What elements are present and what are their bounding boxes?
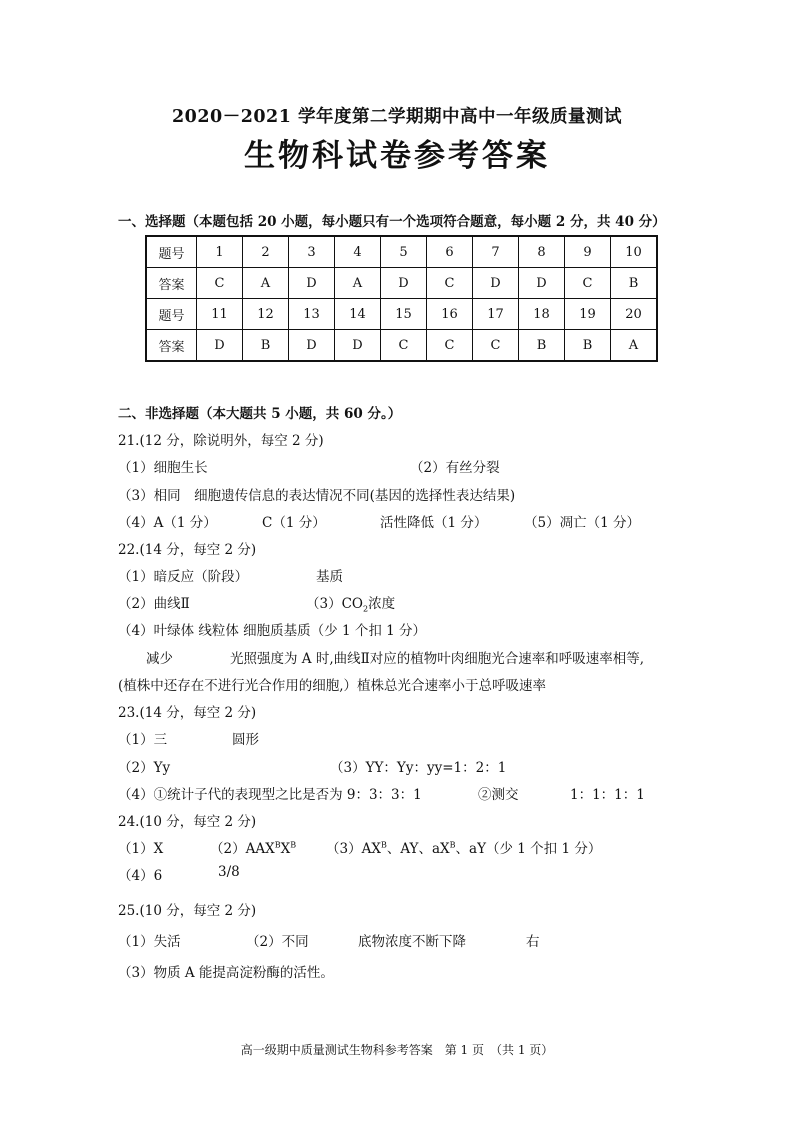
q21-answer-3: （3）相同 细胞遗传信息的表达情况不同(基因的选择性表达结果)	[118, 488, 516, 504]
table-cell: D	[197, 330, 243, 362]
q24-answer-3-text3: 、aY（少 1 个扣 1 分）	[455, 841, 602, 857]
table-cell: 题号	[146, 236, 197, 268]
table-cell: 答案	[146, 330, 197, 362]
q22-answer-3-text: （3）CO	[306, 596, 363, 612]
q24-answer-2-sup2: B	[290, 840, 297, 850]
table-cell: C	[381, 330, 427, 362]
q24-answer-2-x: X	[280, 841, 291, 857]
table-cell: C	[565, 268, 611, 299]
table-cell: D	[289, 330, 335, 362]
section1-heading: 一、选择题（本题包括 20 小题，每小题只有一个选项符合题意，每小题 2 分，共 40 分）	[118, 214, 666, 230]
q21-answer-4a: （4）A（1 分）	[118, 515, 217, 531]
answer-key-title: 生物科试卷参考答案	[244, 138, 550, 174]
table-cell: C	[473, 330, 519, 362]
q24-answer-2-text: （2）AAX	[210, 841, 275, 857]
q23-answer-4a: （4）①统计子代的表现型之比是否为 9：3：3：1	[118, 787, 422, 803]
table-cell: D	[335, 330, 381, 362]
q22-answer-5b: 光照强度为 A 时,曲线Ⅱ对应的植物叶肉细胞光合速率和呼吸速率相等,	[230, 651, 645, 667]
q22-answer-3	[306, 592, 395, 614]
q22-answer-1a: （1）暗反应（阶段）	[118, 569, 249, 585]
q21-header: 21.(12 分，除说明外，每空 2 分)	[118, 433, 324, 449]
q25-answer-2c: 右	[526, 934, 540, 950]
q22-answer-3-unit: 浓度	[368, 596, 396, 612]
table-cell: 1	[197, 236, 243, 268]
table-cell: 9	[565, 236, 611, 268]
q24-answer-3-sup1: B	[380, 840, 387, 850]
q23-answer-1a: （1）三	[118, 732, 168, 748]
q22-answer-6: (植株中还存在不进行光合作用的细胞,）植株总光合速率小于总呼吸速率	[118, 678, 547, 694]
table-cell: 13	[289, 299, 335, 330]
q22-answer-3-sub: 2	[363, 604, 369, 614]
table-cell: B	[611, 268, 658, 299]
q23-answer-3: （3）YY：Yy：yy=1：2：1	[330, 760, 507, 776]
q25-header: 25.(10 分，每空 2 分)	[118, 903, 257, 919]
table-cell: 15	[381, 299, 427, 330]
q24-answer-3-text2: 、AY、aX	[386, 841, 450, 857]
q25-answer-2a: （2）不同	[246, 934, 309, 950]
q24-answer-4a: （4）6	[118, 868, 163, 884]
table-cell: D	[381, 268, 427, 299]
table-cell: 12	[243, 299, 289, 330]
q22-answer-1b: 基质	[316, 569, 343, 585]
table-cell: 16	[427, 299, 473, 330]
answer-table	[145, 235, 658, 362]
q21-answer-5: （5）凋亡（1 分）	[524, 515, 640, 531]
table-cell: 11	[197, 299, 243, 330]
q24-answer-3-text1: （3）AX	[326, 841, 381, 857]
table-cell: B	[565, 330, 611, 362]
q25-answer-1: （1）失活	[118, 934, 181, 950]
table-cell: 4	[335, 236, 381, 268]
table-cell: D	[519, 268, 565, 299]
q25-answer-2b: 底物浓度不断下降	[358, 934, 466, 950]
table-cell: A	[335, 268, 381, 299]
table-row	[146, 236, 657, 268]
q24-header: 24.(10 分，每空 2 分)	[118, 814, 257, 830]
section2-heading: 二、非选择题（本大题共 5 小题，共 60 分。）	[118, 406, 402, 422]
table-row	[146, 330, 657, 362]
table-cell: 17	[473, 299, 519, 330]
table-cell: A	[243, 268, 289, 299]
table-cell: 题号	[146, 299, 197, 330]
q22-answer-2: （2）曲线Ⅱ	[118, 596, 190, 612]
page-footer: 高一级期中质量测试生物科参考答案 第 1 页 （共 1 页）	[240, 1043, 554, 1057]
q23-answer-4c: 1：1：1：1	[570, 787, 645, 803]
table-cell: 8	[519, 236, 565, 268]
table-cell: 答案	[146, 268, 197, 299]
q21-answer-2: （2）有丝分裂	[410, 460, 500, 476]
q24-answer-3	[326, 837, 601, 857]
q22-answer-4: （4）叶绿体 线粒体 细胞质基质（少 1 个扣 1 分）	[118, 623, 427, 639]
table-cell: B	[243, 330, 289, 362]
table-cell: 2	[243, 236, 289, 268]
q22-answer-5a: 减少	[146, 651, 173, 667]
q21-answer-4c: 活性降低（1 分）	[380, 515, 488, 531]
table-cell: C	[427, 268, 473, 299]
q21-answer-4b: C（1 分）	[262, 515, 326, 531]
table-row	[146, 299, 657, 330]
table-cell: 20	[611, 299, 658, 330]
q25-answer-3: （3）物质 A 能提高淀粉酶的活性。	[118, 965, 334, 981]
q24-answer-2-sup1: B	[274, 840, 281, 850]
table-cell: 18	[519, 299, 565, 330]
q23-answer-2: （2）Yy	[118, 760, 171, 776]
table-cell: D	[473, 268, 519, 299]
table-cell: 14	[335, 299, 381, 330]
table-cell: D	[289, 268, 335, 299]
q24-answer-2	[210, 837, 296, 857]
table-cell: 7	[473, 236, 519, 268]
q22-header: 22.(14 分，每空 2 分)	[118, 542, 257, 558]
table-cell: C	[197, 268, 243, 299]
table-cell: B	[519, 330, 565, 362]
table-cell: 19	[565, 299, 611, 330]
q24-answer-4b: 3/8	[218, 864, 240, 880]
table-row	[146, 268, 657, 299]
table-cell: 3	[289, 236, 335, 268]
table-cell: C	[427, 330, 473, 362]
table-cell: 10	[611, 236, 658, 268]
table-cell: 5	[381, 236, 427, 268]
q24-answer-3-sup2: B	[449, 840, 456, 850]
q23-answer-1b: 圆形	[232, 732, 259, 748]
table-cell: 6	[427, 236, 473, 268]
table-cell: A	[611, 330, 658, 362]
q21-answer-1: （1）细胞生长	[118, 460, 208, 476]
q23-answer-4b: ②测交	[478, 787, 519, 803]
q24-answer-1: （1）X	[118, 841, 164, 857]
q23-header: 23.(14 分，每空 2 分)	[118, 705, 257, 721]
exam-title: 2020－2021 学年度第二学期期中高中一年级质量测试	[171, 107, 622, 127]
